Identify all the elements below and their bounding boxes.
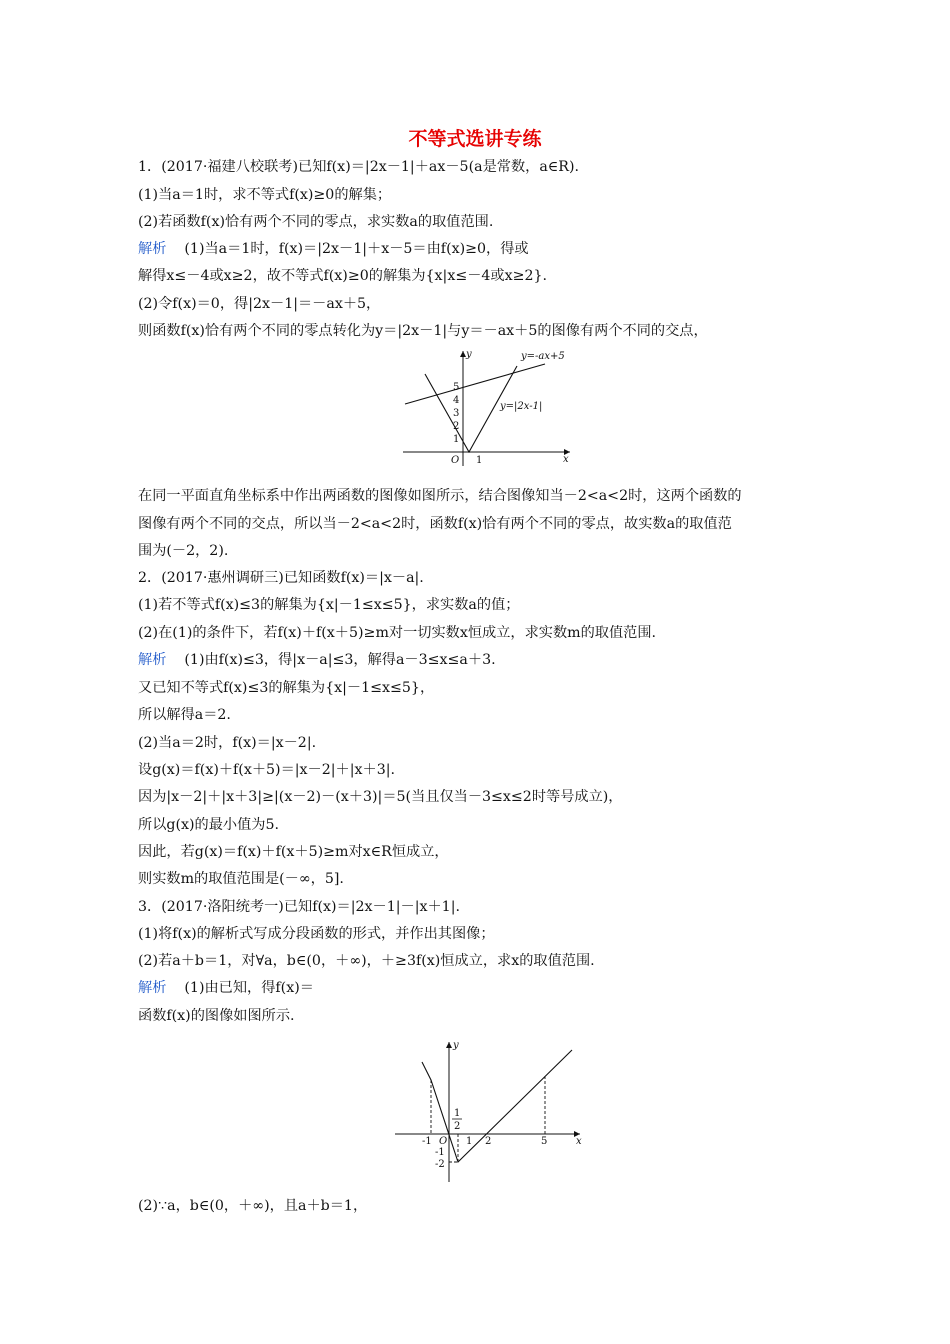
- tick-y-neg1: -1: [435, 1147, 445, 1158]
- line-text: (1)若不等式f(x)≤3的解集为{x|－1≤x≤5}，求实数a的值；: [138, 597, 520, 613]
- tick-x-1: 1: [466, 1136, 473, 1147]
- line-text: 图像有两个不同的交点，所以当－2<a<2时，函数f(x)恰有两个不同的零点，故实数a的取值范: [138, 516, 732, 532]
- line-text: 1．(2017·福建八校联考)已知f(x)＝|2x－1|＋ax－5(a是常数，a∈R).: [138, 159, 580, 175]
- tick-y-1: 1: [453, 434, 460, 445]
- page-title: 不等式选讲专练: [408, 128, 542, 150]
- axis-x-label: x: [563, 454, 569, 465]
- line-text: (2)在(1)的条件下，若f(x)＋f(x＋5)≥m对一切实数x恒成立，求实数m的取值范围.: [138, 625, 657, 641]
- solution-label: 解析: [138, 241, 167, 257]
- line-text: (2)若函数f(x)恰有两个不同的零点，求实数a的取值范围.: [138, 214, 494, 230]
- graph-figure-2: [392, 1040, 592, 1190]
- line-label: y=-ax+5: [521, 351, 565, 362]
- axis-y-label: y: [453, 1040, 459, 1051]
- text-line: [138, 951, 595, 971]
- text-line: [138, 760, 395, 780]
- text-line: [138, 1006, 295, 1026]
- text-line: [138, 623, 656, 643]
- text-line: [138, 924, 495, 944]
- line-text: 因为|x－2|＋|x＋3|≥|(x－2)－(x＋3)|＝5(当且仅当－3≤x≤2时等号成立)，: [138, 789, 623, 805]
- line-text: (2)当a＝2时，f(x)＝|x－2|.: [138, 735, 317, 751]
- fraction-denominator: 2: [454, 1121, 461, 1132]
- line-text: (2)若a＋b＝1，对∀a，b∈(0，＋∞)，＋≥3f(x)恒成立，求x的取值范围.: [138, 953, 595, 969]
- line-text: 在同一平面直角坐标系中作出两函数的图像如图所示，结合图像知当－2<a<2时，这两个函数的: [138, 488, 742, 504]
- text-line: [138, 705, 231, 725]
- text-line: [138, 650, 496, 670]
- line-text: (1)由已知，得f(x)＝: [184, 980, 314, 996]
- axis-x-label: x: [576, 1136, 582, 1147]
- text-line: [138, 787, 623, 807]
- graph-figure-1: [400, 346, 580, 471]
- line-text: 2．(2017·惠州调研三)已知函数f(x)＝|x－a|.: [138, 570, 424, 586]
- text-line: [138, 1196, 367, 1216]
- origin-label: O: [439, 1136, 448, 1147]
- text-line: [138, 212, 493, 232]
- v-label: y=|2x-1|: [500, 401, 543, 412]
- tick-x-2: 2: [485, 1136, 492, 1147]
- text-line: [138, 678, 434, 698]
- origin-label: O: [451, 455, 460, 466]
- text-line: [138, 815, 279, 835]
- line-text: 3．(2017·洛阳统考一)已知f(x)＝|2x－1|－|x＋1|.: [138, 899, 460, 915]
- line-text: 因此，若g(x)＝f(x)＋f(x＋5)≥m对x∈R恒成立，: [138, 844, 449, 860]
- line-text: (1)由f(x)≤3，得|x－a|≤3，解得a－3≤x≤a＋3.: [184, 652, 496, 668]
- solution-label: 解析: [138, 980, 167, 996]
- line-text: 所以解得a＝2.: [138, 707, 231, 723]
- text-line: [138, 157, 579, 177]
- line-text: (1)当a＝1时，求不等式f(x)≥0的解集；: [138, 187, 392, 203]
- tick-y-2: 2: [453, 421, 460, 432]
- text-line: [138, 595, 519, 615]
- line-text: (1)将f(x)的解析式写成分段函数的形式，并作出其图像；: [138, 926, 495, 942]
- y-axis-arrow: [446, 1042, 452, 1048]
- axis-y-label: y: [466, 349, 472, 360]
- text-line: [138, 541, 228, 561]
- line-text: 围为(－2，2).: [138, 543, 229, 559]
- solution-label: 解析: [138, 652, 167, 668]
- text-line: [138, 978, 314, 998]
- line-text: 又已知不等式f(x)≤3的解集为{x|－1≤x≤5}，: [138, 680, 435, 696]
- line-text: 函数f(x)的图像如图所示.: [138, 1008, 295, 1024]
- line-text: 则实数m的取值范围是(－∞，5].: [138, 871, 344, 887]
- text-line: [138, 842, 449, 862]
- text-line: [138, 486, 742, 506]
- text-line: [138, 897, 460, 917]
- tick-y-3: 3: [453, 408, 460, 419]
- text-line: [138, 568, 424, 588]
- text-line: [138, 514, 732, 534]
- text-line: [138, 733, 316, 753]
- tick-y-4: 4: [453, 395, 460, 406]
- tick-x-5: 5: [541, 1136, 548, 1147]
- text-line: [138, 239, 529, 259]
- tick-y-neg2: -2: [435, 1159, 445, 1170]
- line-text: (1)当a＝1时，f(x)＝|2x－1|＋x－5＝由f(x)≥0，得或: [184, 241, 529, 257]
- tick-x-neg1: -1: [422, 1136, 432, 1147]
- line-text: 解得x≤－4或x≥2，故不等式f(x)≥0的解集为{x|x≤－4或x≥2}.: [138, 268, 548, 284]
- text-line: [138, 266, 547, 286]
- text-line: [138, 869, 344, 889]
- line-text: 所以g(x)的最小值为5.: [138, 817, 280, 833]
- line-text: (2)令f(x)＝0，得|2x－1|＝－ax＋5，: [138, 296, 381, 312]
- linear-graph-line: [405, 364, 545, 404]
- line-text: (2)∵a，b∈(0，＋∞)，且a＋b＝1，: [138, 1198, 368, 1214]
- tick-y-5: 5: [453, 382, 460, 393]
- text-line: [138, 321, 708, 341]
- text-line: [138, 185, 391, 205]
- fraction-numerator: 1: [454, 1108, 461, 1119]
- line-text: 设g(x)＝f(x)＋f(x＋5)＝|x－2|＋|x＋3|.: [138, 762, 396, 778]
- tick-x-1: 1: [476, 455, 483, 466]
- text-line: [138, 294, 380, 314]
- line-text: 则函数f(x)恰有两个不同的零点转化为y＝|2x－1|与y＝－ax＋5的图像有两个不同的交点，: [138, 323, 708, 339]
